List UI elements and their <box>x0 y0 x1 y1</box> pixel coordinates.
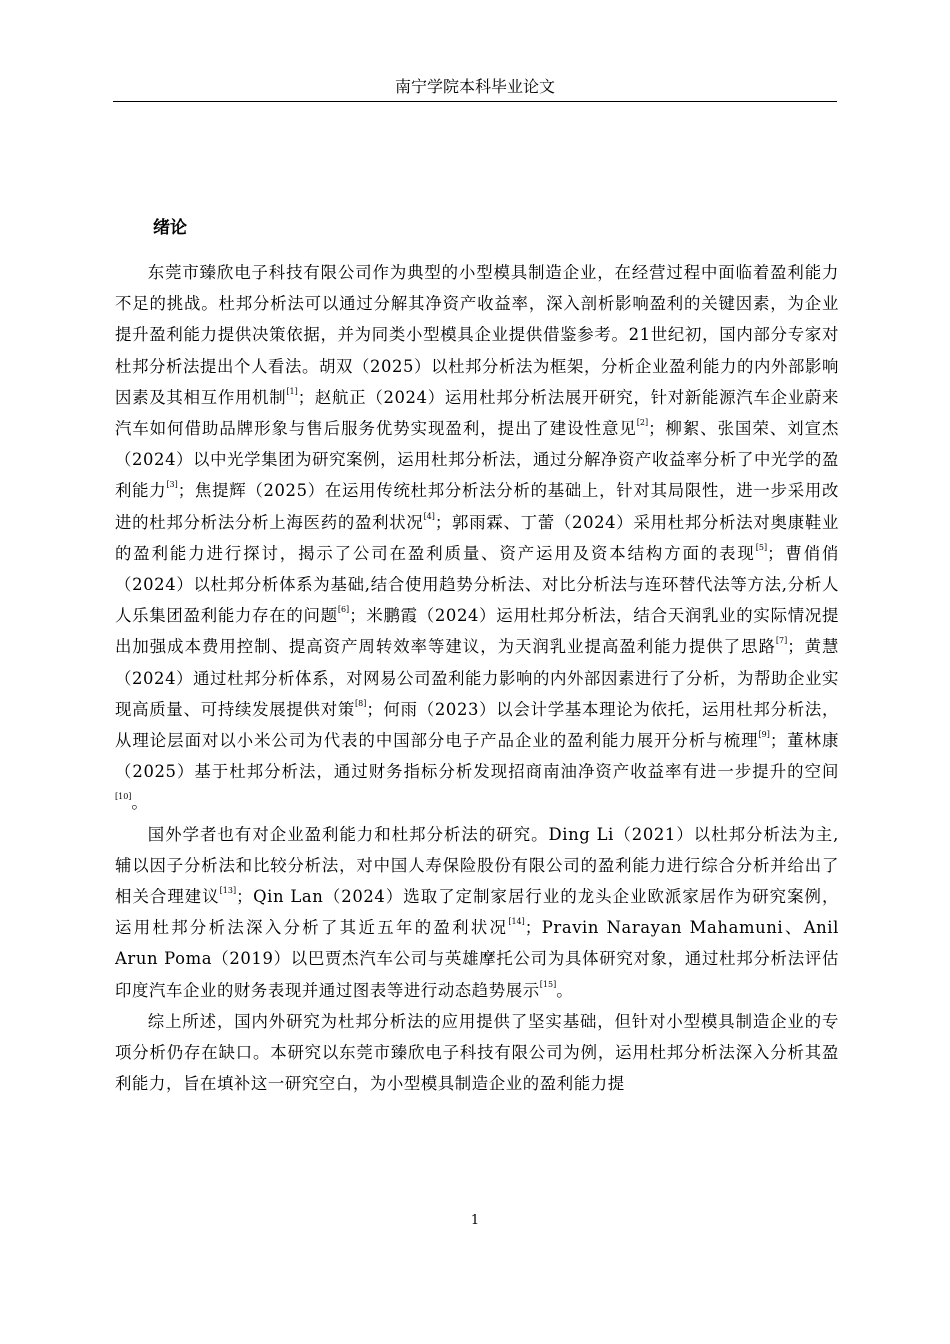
text-run: 。 <box>556 980 574 1000</box>
running-header-title: 南宁学院本科毕业论文 <box>394 77 555 96</box>
text-run: ；董林康（2025）基于杜邦分析法，通过财务指标分析发现招商南油净资产收益率有进一步提升的空间 <box>115 731 839 782</box>
paragraph-domestic-research <box>115 257 839 819</box>
text-run: ；柳絮、张国荣、刘宣杰（2024）以中光学集团为研究案例，运用杜邦分析法，通过分解净资产收益率分析了中光学的盈利能力 <box>115 419 839 501</box>
text-run: ；Pravin Narayan Mahamuni、Anil Arun Poma（2019）以巴贾杰汽车公司与英雄摩托公司为具体研究对象，通过杜邦分析法评估印度汽车企业的财务表现并通过图表等进行动态趋势展示 <box>115 918 839 1000</box>
text-run: ；Qin Lan（2024）选取了定制家居行业的龙头企业欧派家居作为研究案例，运用杜邦分析法深入分析了其近五年的盈利状况 <box>115 887 839 938</box>
header-rule <box>113 101 837 102</box>
citation-marker: [14] <box>508 917 525 927</box>
text-run: 国外学者也有对企业盈利能力和杜邦分析法的研究。Ding Li（2021）以杜邦分析法为主,辅以因子分析法和比较分析法，对中国人寿保险股份有限公司的盈利能力进行综合分析并给出了相关合理建议 <box>115 824 839 907</box>
citation-marker: [5] <box>755 542 768 552</box>
text-run: ；米鹏霞（2024）运用杜邦分析法，结合天润乳业的实际情况提出加强成本费用控制、提高资产周转效率等建议，为天润乳业提高盈利能力提供了思路 <box>115 606 839 657</box>
text-run: ；何雨（2023）以会计学基本理论为依托，运用杜邦分析法，从理论层面对以小米公司为代表的中国部分电子产品企业的盈利能力展开分析与梳理 <box>115 699 839 751</box>
text-run: 综上所述，国内外研究为杜邦分析法的应用提供了坚实基础，但针对小型模具制造企业的专项分析仍存在缺口。本研究以东莞市臻欣电子科技有限公司为例，运用杜邦分析法深入分析其盈利能力，旨在填补这一研究空白，为小型模具制造企业的盈利能力提 <box>115 1011 839 1094</box>
citation-marker: [2] <box>636 418 649 428</box>
paragraph-summary <box>115 1006 839 1100</box>
paragraph-foreign-research <box>115 819 839 1006</box>
citation-marker: [3] <box>166 480 178 490</box>
text-run: ；郭雨霖、丁蕾（2024）采用杜邦分析法对奥康鞋业的盈利能力进行探讨，揭示了公司在盈利质量、资产运用及资本结构方面的表现 <box>115 512 839 563</box>
section-heading: 绪论 <box>153 218 187 238</box>
page-number: 1 <box>470 1213 480 1228</box>
text-run: ；焦提辉（2025）在运用传统杜邦分析法分析的基础上，针对其局限性，进一步采用改进的杜邦分析法分析上海医药的盈利状况 <box>115 481 839 532</box>
citation-marker: [1] <box>286 386 298 396</box>
citation-marker: [7] <box>775 636 788 646</box>
citation-marker: [15] <box>539 979 557 989</box>
body-text <box>115 257 839 1099</box>
citation-marker: [8] <box>354 698 367 708</box>
text-run: ；曹俏俏（2024）以杜邦分析体系为基础,结合使用趋势分析法、对比分析法与连环替代法等方法,分析人人乐集团盈利能力存在的问题 <box>115 543 840 626</box>
text-run: ；黄慧（2024）通过杜邦分析体系，对网易公司盈利能力影响的内外部因素进行了分析，为帮助企业实现高质量、可持续发展提供对策 <box>115 637 839 719</box>
citation-marker: [10] <box>115 792 132 802</box>
citation-marker: [13] <box>219 886 237 896</box>
text-run: ；赵航正（2024）运用杜邦分析法展开研究，针对新能源汽车企业蔚来汽车如何借助品牌形象与售后服务优势实现盈利，提出了建设性意见 <box>115 387 839 439</box>
citation-marker: [6] <box>337 605 350 615</box>
text-run: 东莞市臻欣电子科技有限公司作为典型的小型模具制造企业，在经营过程中面临着盈利能力不足的挑战。杜邦分析法可以通过分解其净资产收益率，深入剖析影响盈利的关键因素，为企业提升盈利能力提供决策依据，并为同类小型模具企业提供借鉴参考。21世纪初，国内部分专家对杜邦分析法提出个人看法。胡双（2025）以杜邦分析法为框架，分析企业盈利能力的内外部影响因素及其相互作用机制 <box>115 263 839 407</box>
text-run: 。 <box>131 793 149 813</box>
citation-marker: [9] <box>758 730 770 740</box>
citation-marker: [4] <box>423 511 435 521</box>
